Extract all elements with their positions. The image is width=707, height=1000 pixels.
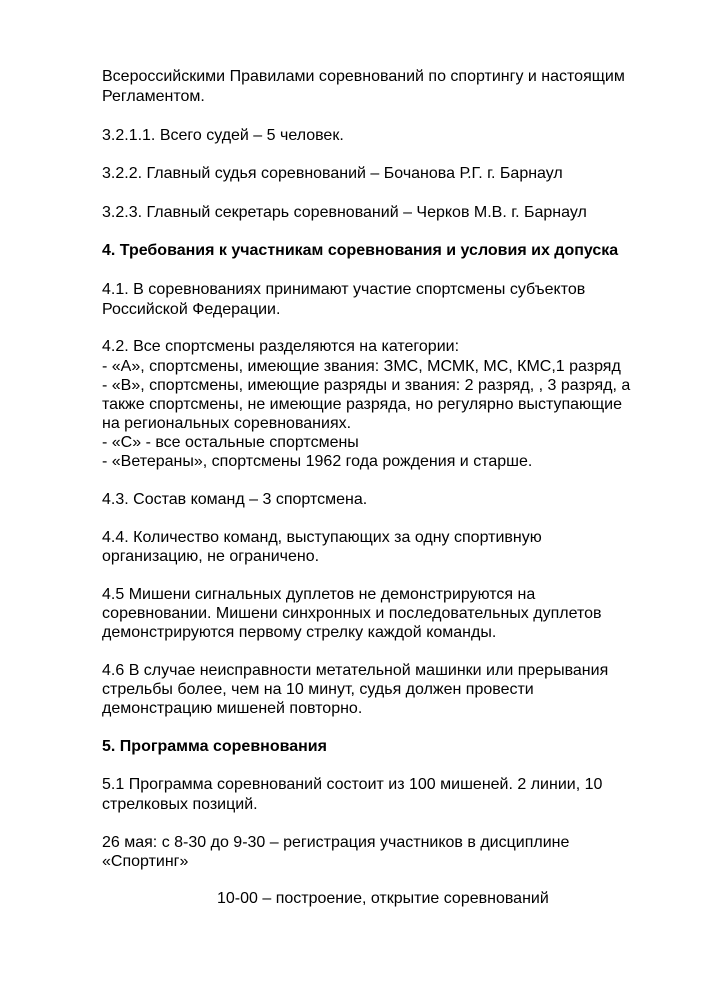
schedule-line-2: «Спортинг» — [102, 853, 189, 870]
clause-4-3: 4.3. Состав команд – 3 спортсмена. — [102, 491, 368, 508]
clause-4-2-line-4: также спортсмены, не имеющие разряда, но регулярно выступающие — [102, 396, 623, 413]
clause-4-6-line-1: 4.6 В случае неисправности метательной машинки или прерывания — [102, 662, 609, 679]
clause-4-1-line-1: 4.1. В соревнованиях принимают участие спортсмены субъектов — [102, 281, 586, 298]
schedule-line-3: 10-00 – построение, открытие соревнований — [217, 890, 549, 907]
clause-4-5-line-2: соревновании. Мишени синхронных и последовательных дуплетов — [102, 605, 602, 622]
clause-3-2-2: 3.2.2. Главный судья соревнований – Бочанова Р.Г. г. Барнаул — [102, 165, 563, 182]
clause-4-6-line-2: стрельбы более, чем на 10 минут, судья должен провести — [102, 681, 534, 698]
section-4-heading: 4. Требования к участникам соревнования и условия их допуска — [102, 242, 619, 259]
clause-4-5-line-1: 4.5 Мишени сигнальных дуплетов не демонстрируются на — [102, 586, 536, 603]
clause-4-4-line-1: 4.4. Количество команд, выступающих за одну спортивную — [102, 529, 542, 546]
clause-4-2-line-2: - «А», спортсмены, имеющие звания: ЗМС, МСМК, МС, КМС,1 разряд — [102, 358, 621, 375]
clause-5-1-line-2: стрелковых позиций. — [102, 796, 258, 813]
clause-4-2-line-1: 4.2. Все спортсмены разделяются на категории: — [102, 338, 460, 355]
clause-3-2-1-1: 3.2.1.1. Всего судей – 5 человек. — [102, 127, 344, 144]
clause-4-1-line-2: Российской Федерации. — [102, 301, 281, 318]
clause-5-1-line-1: 5.1 Программа соревнований состоит из 100 мишеней. 2 линии, 10 — [102, 776, 603, 793]
clause-4-2-line-5: на региональных соревнованиях. — [102, 415, 352, 432]
clause-4-2-line-6: - «С» - все остальные спортсмены — [102, 434, 359, 451]
schedule-line-1: 26 мая: с 8-30 до 9-30 – регистрация участников в дисциплине — [102, 834, 570, 851]
clause-4-4-line-2: организацию, не ограничено. — [102, 548, 320, 565]
clause-4-5-line-3: демонстрируются первому стрелку каждой команды. — [102, 624, 497, 641]
clause-3-2-3: 3.2.3. Главный секретарь соревнований – Черков М.В. г. Барнаул — [102, 204, 587, 221]
clause-4-2-line-3: - «В», спортсмены, имеющие разряды и звания: 2 разряд, , 3 разряд, а — [102, 377, 631, 394]
clause-4-6-line-3: демонстрацию мишеней повторно. — [102, 700, 363, 717]
intro-line-1: Всероссийскими Правилами соревнований по спортингу и настоящим — [102, 68, 625, 85]
clause-4-2-line-7: - «Ветераны», спортсмены 1962 года рождения и старше. — [102, 453, 533, 470]
intro-line-2: Регламентом. — [102, 88, 205, 105]
section-5-heading: 5. Программа соревнования — [102, 738, 327, 755]
